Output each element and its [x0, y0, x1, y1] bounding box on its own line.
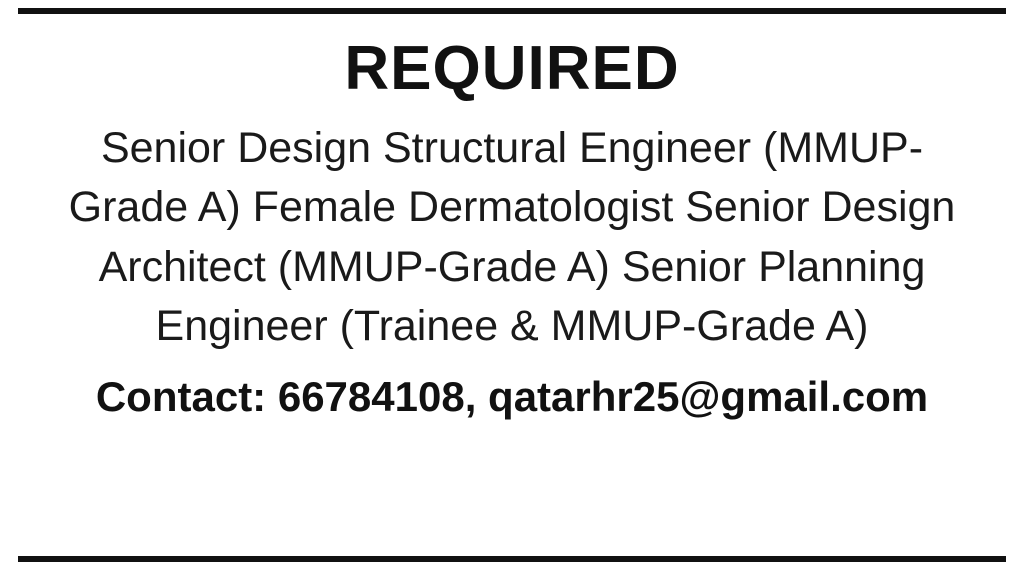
ad-body-line: Senior Design Structural Engineer (MMUP- — [100, 124, 924, 173]
ad-body-line: Engineer (Trainee & MMUP-Grade A) — [155, 302, 869, 351]
ad-headline: REQUIRED — [344, 34, 680, 103]
ad-body-line: Architect (MMUP-Grade A) Senior Planning — [98, 242, 926, 291]
bottom-divider — [18, 556, 1006, 562]
ad-contact: Contact: 66784108, qatarhr25@gmail.com — [95, 373, 929, 421]
ad-body-line: Grade A) Female Dermatologist Senior Design — [68, 183, 956, 232]
ad-body — [18, 119, 1006, 356]
top-divider — [18, 8, 1006, 14]
